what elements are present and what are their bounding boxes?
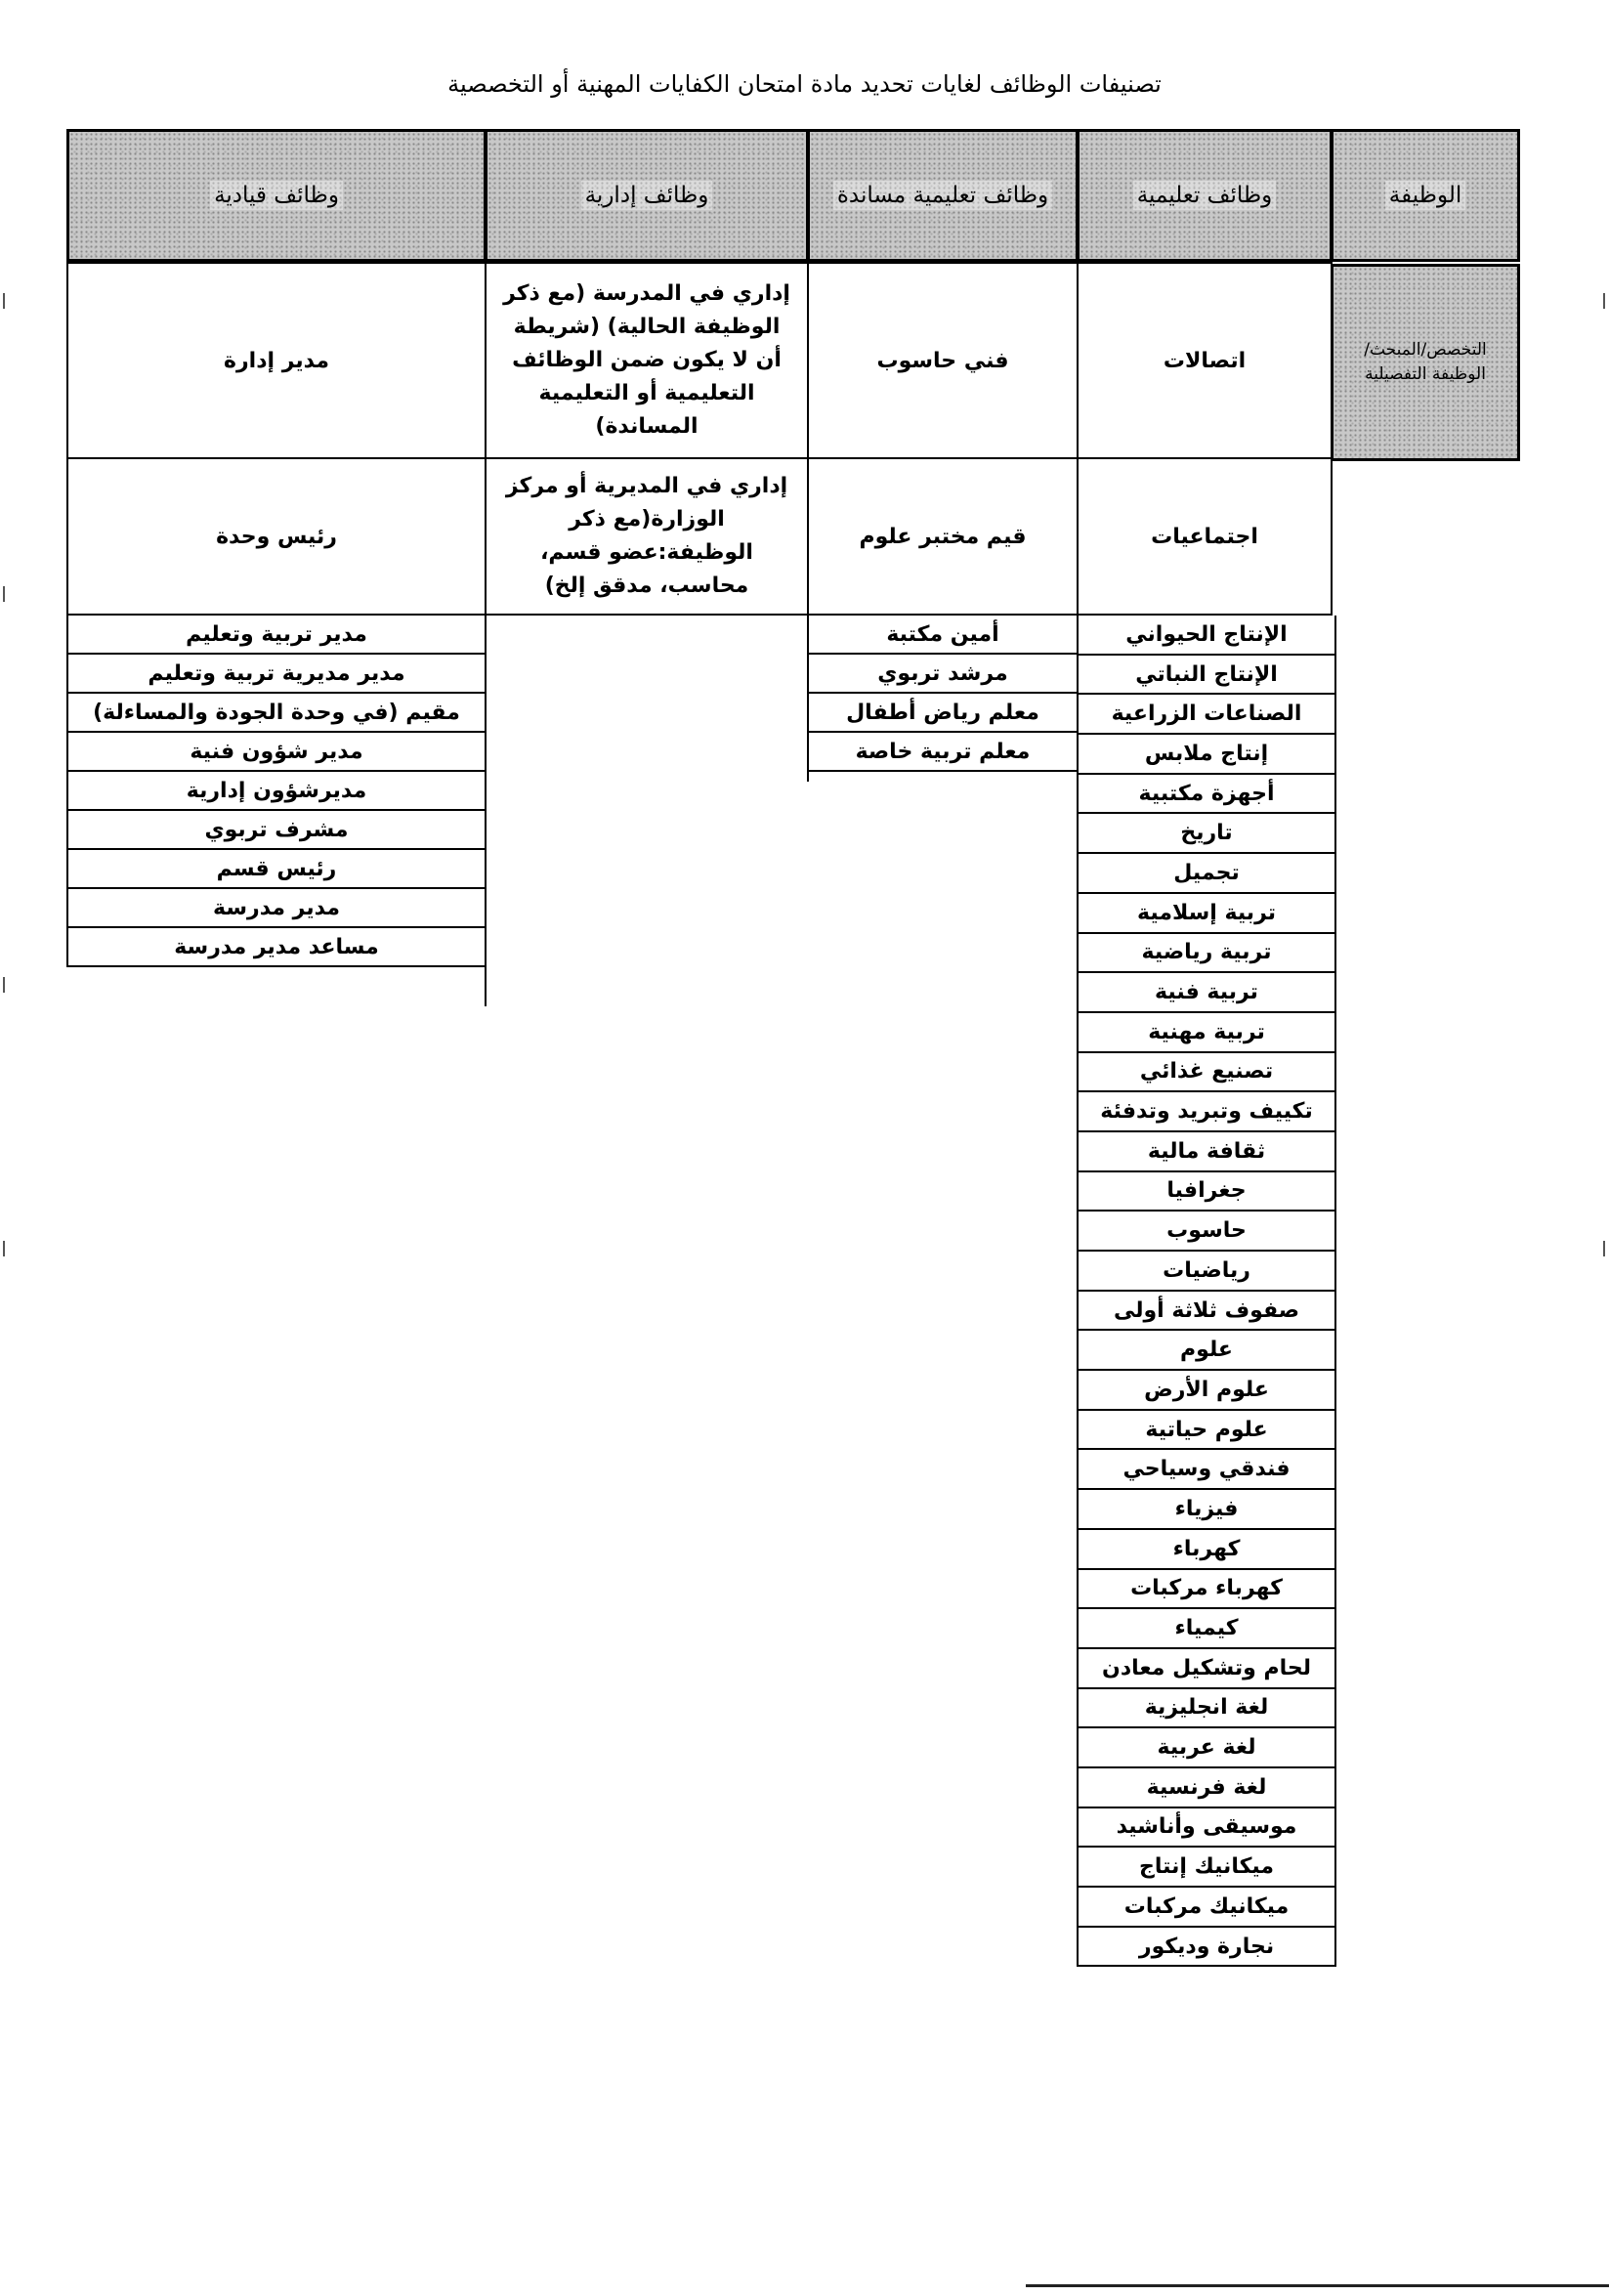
row2-administrative: إداري في المديرية أو مركز الوزارة(مع ذكر الوظيفة:عضو قسم، محاسب، مدقق إلخ): [485, 457, 809, 616]
list-item: جغرافيا: [1079, 1172, 1334, 1212]
list-item: رئيس قسم: [68, 850, 485, 889]
list-item: تاريخ: [1079, 814, 1334, 854]
list-item: مرشد تربوي: [809, 655, 1077, 694]
list-item: علوم: [1079, 1331, 1334, 1371]
list-item: تكييف وتبريد وتدفئة: [1079, 1092, 1334, 1132]
header-administrative: وظائف إدارية: [485, 129, 809, 262]
list-item: تجميل: [1079, 854, 1334, 894]
row1-supporting: فني حاسوب: [807, 262, 1079, 459]
margin-tick: [3, 293, 5, 309]
header-supporting: وظائف تعليمية مساندة: [807, 129, 1079, 262]
document-title: تصنيفات الوظائف لغايات تحديد مادة امتحان الكفايات المهنية أو التخصصية: [447, 70, 1162, 98]
list-item: إنتاج ملابس: [1079, 735, 1334, 775]
list-item: مدير شؤون فنية: [68, 733, 485, 772]
list-item: تربية رياضية: [1079, 934, 1334, 974]
list-item: معلم رياض أطفال: [809, 694, 1077, 733]
row1-administrative: إداري في المدرسة (مع ذكر الوظيفة الحالية) (شريطة أن لا يكون ضمن الوظائف التعليمية أو التعليمية المساندة): [485, 262, 809, 459]
list-item: رياضيات: [1079, 1252, 1334, 1292]
list-item: لغة عربية: [1079, 1728, 1334, 1768]
row2-leadership: رئيس وحدة: [66, 457, 487, 616]
list-item: ثقافة مالية: [1079, 1132, 1334, 1172]
teaching-list: [1077, 616, 1336, 1967]
list-item: ميكانيك مركبات: [1079, 1888, 1334, 1928]
list-item: لغة انجليزية: [1079, 1689, 1334, 1729]
list-item: مدير مديرية تربية وتعليم: [68, 655, 485, 694]
margin-tick: [1603, 1241, 1605, 1256]
side-label: التخصص/المبحث/الوظيفة التفصيلية: [1331, 264, 1520, 461]
list-item: مدير مدرسة: [68, 889, 485, 928]
list-item: علوم الأرض: [1079, 1371, 1334, 1411]
bottom-rule: [1026, 2284, 1609, 2287]
list-item: كهرباء مركبات: [1079, 1570, 1334, 1610]
list-item: حاسوب: [1079, 1212, 1334, 1252]
list-item: مشرف تربوي: [68, 811, 485, 850]
list-item: فيزياء: [1079, 1490, 1334, 1530]
margin-tick: [1603, 293, 1605, 309]
supporting-list: [807, 616, 1079, 772]
list-item: تربية إسلامية: [1079, 894, 1334, 934]
row2-supporting: قيم مختبر علوم: [807, 457, 1079, 616]
list-item: موسيقى وأناشيد: [1079, 1808, 1334, 1849]
row2-teaching: اجتماعيات: [1077, 457, 1333, 616]
row1-leadership: مدير إدارة: [66, 262, 487, 459]
list-item: الإنتاج الحيواني: [1079, 616, 1334, 656]
list-item: علوم حياتية: [1079, 1411, 1334, 1451]
list-item: لحام وتشكيل معادن: [1079, 1649, 1334, 1689]
list-item: أجهزة مكتبية: [1079, 775, 1334, 815]
list-item: صفوف ثلاثة أولى: [1079, 1292, 1334, 1332]
list-item: نجارة وديكور: [1079, 1928, 1334, 1968]
list-item: كيمياء: [1079, 1609, 1334, 1649]
row1-teaching: اتصالات: [1077, 262, 1333, 459]
list-item: ميكانيك إنتاج: [1079, 1848, 1334, 1888]
list-item: تربية فنية: [1079, 973, 1334, 1013]
list-item: الإنتاج النباتي: [1079, 656, 1334, 696]
list-item: لغة فرنسية: [1079, 1768, 1334, 1808]
list-item: مديرشؤون إدارية: [68, 772, 485, 811]
list-item: مدير تربية وتعليم: [68, 616, 485, 655]
margin-tick: [3, 586, 5, 602]
list-item: فندقي وسياحي: [1079, 1450, 1334, 1490]
header-teaching: وظائف تعليمية: [1077, 129, 1333, 262]
list-item: الصناعات الزراعية: [1079, 695, 1334, 735]
list-item: أمين مكتبة: [809, 616, 1077, 655]
margin-tick: [3, 977, 5, 993]
header-leadership: وظائف قيادية: [66, 129, 487, 262]
list-item: تصنيع غذائي: [1079, 1053, 1334, 1093]
margin-tick: [3, 1241, 5, 1256]
list-item: كهرباء: [1079, 1530, 1334, 1570]
list-item: مساعد مدير مدرسة: [68, 928, 485, 967]
list-item: تربية مهنية: [1079, 1013, 1334, 1053]
leadership-list: [66, 616, 487, 967]
list-item: معلم تربية خاصة: [809, 733, 1077, 772]
list-item: مقيم (في وحدة الجودة والمساءلة): [68, 694, 485, 733]
header-job: الوظيفة: [1331, 129, 1520, 262]
